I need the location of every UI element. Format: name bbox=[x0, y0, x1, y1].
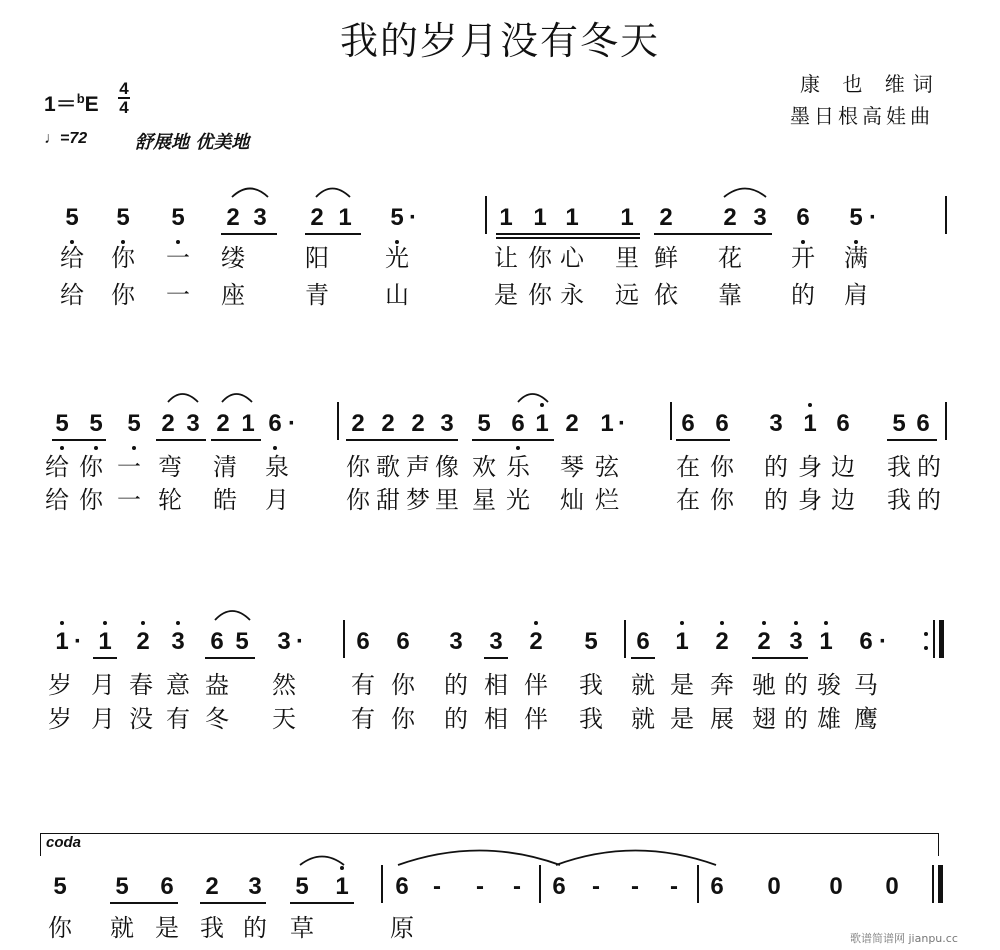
note: 6 bbox=[636, 628, 650, 655]
time-signature: 4 4 bbox=[119, 79, 129, 117]
lyric: 光 bbox=[385, 244, 409, 272]
lyric: 星 bbox=[472, 486, 496, 514]
note: 3 bbox=[171, 628, 185, 655]
lyric: 弯 bbox=[158, 453, 182, 481]
lyric: 我 bbox=[200, 914, 224, 942]
lyric: 你 bbox=[528, 281, 552, 309]
lyric: 是 bbox=[670, 705, 694, 733]
lyric: 你 bbox=[710, 486, 734, 514]
lyric: 的 bbox=[243, 914, 267, 942]
note: 1 bbox=[338, 204, 352, 231]
watermark: 歌谱简谱网 jianpu.cc bbox=[850, 932, 958, 945]
lyric: 冬 bbox=[205, 705, 229, 733]
note: 1 bbox=[241, 410, 255, 437]
note: 5 bbox=[171, 204, 185, 231]
tempo-mark: ♩=72 bbox=[44, 130, 88, 147]
lyric: 驰 bbox=[752, 671, 776, 699]
lyric: 一 bbox=[117, 453, 141, 481]
note: 6 bbox=[681, 410, 695, 437]
note: 2 bbox=[205, 873, 219, 900]
note: 3 bbox=[753, 204, 767, 231]
lyric: 骏 bbox=[817, 671, 841, 699]
note: 5 bbox=[55, 410, 69, 437]
lyricist-credit: 康 也 维词 bbox=[800, 72, 941, 96]
note-dot: · bbox=[879, 628, 887, 655]
lyric: 欢 bbox=[472, 453, 496, 481]
lyric: 光 bbox=[506, 486, 530, 514]
dash: - bbox=[670, 873, 678, 900]
note: 6 bbox=[356, 628, 370, 655]
key-signature: 1＝$^b$E bbox=[44, 91, 99, 116]
lyric: 就 bbox=[631, 705, 655, 733]
rest: 0 bbox=[829, 873, 843, 900]
lyric: 然 bbox=[272, 671, 296, 699]
lyric: 你 bbox=[391, 671, 415, 699]
lyric: 梦 bbox=[406, 486, 430, 514]
note: 2 bbox=[381, 410, 395, 437]
lyric: 岁 bbox=[48, 671, 72, 699]
note: 6 bbox=[836, 410, 850, 437]
lyric: 月 bbox=[265, 486, 289, 514]
lyric: 山 bbox=[385, 281, 409, 309]
lyric: 边 bbox=[831, 453, 855, 481]
note: 2 bbox=[715, 628, 729, 655]
note: 5 bbox=[295, 873, 309, 900]
lyric: 的 bbox=[764, 486, 788, 514]
lyric: 伴 bbox=[524, 671, 548, 699]
lyric: 的 bbox=[764, 453, 788, 481]
note-dot: · bbox=[869, 204, 877, 231]
lyric: 一 bbox=[166, 281, 190, 309]
lyric: 一 bbox=[166, 244, 190, 272]
note: 2 bbox=[226, 204, 240, 231]
lyric: 的 bbox=[444, 671, 468, 699]
note-dot: · bbox=[409, 204, 417, 231]
note: 6 bbox=[859, 628, 873, 655]
lyric: 有 bbox=[351, 705, 375, 733]
lyric: 给 bbox=[45, 453, 69, 481]
note: 1 bbox=[675, 628, 689, 655]
note: 3 bbox=[248, 873, 262, 900]
note: 3 bbox=[489, 628, 503, 655]
lyric: 是 bbox=[670, 671, 694, 699]
dash: - bbox=[433, 873, 441, 900]
lyric: 灿 bbox=[560, 486, 584, 514]
note: 3 bbox=[186, 410, 200, 437]
note: 1 bbox=[499, 204, 513, 231]
note: 2 bbox=[723, 204, 737, 231]
lyric: 身 bbox=[798, 486, 822, 514]
note: 6 bbox=[796, 204, 810, 231]
note: 6 bbox=[710, 873, 724, 900]
lyric: 你 bbox=[710, 453, 734, 481]
expression-mark: 舒展地 优美地 bbox=[135, 132, 250, 153]
lyric: 伴 bbox=[524, 705, 548, 733]
lyric: 有 bbox=[166, 705, 190, 733]
note: 5 bbox=[89, 410, 103, 437]
note-dot: · bbox=[288, 410, 296, 437]
lyric: 的 bbox=[784, 705, 808, 733]
lyric: 盎 bbox=[205, 671, 229, 699]
note: 2 bbox=[216, 410, 230, 437]
lyric: 像 bbox=[435, 453, 459, 481]
lyric: 岁 bbox=[48, 705, 72, 733]
lyric: 你 bbox=[79, 453, 103, 481]
lyric: 你 bbox=[528, 244, 552, 272]
lyric: 月 bbox=[91, 671, 115, 699]
lyric: 声 bbox=[406, 453, 430, 481]
lyric: 我 bbox=[579, 671, 603, 699]
slur bbox=[518, 394, 548, 402]
note: 5 bbox=[116, 204, 130, 231]
lyric: 花 bbox=[718, 244, 742, 272]
lyric: 给 bbox=[45, 486, 69, 514]
slur bbox=[724, 189, 766, 198]
note: 2 bbox=[529, 628, 543, 655]
lyric: 你 bbox=[346, 453, 370, 481]
note: 1 bbox=[533, 204, 547, 231]
lyric: 是 bbox=[155, 914, 179, 942]
lyric: 里 bbox=[615, 244, 639, 272]
lyric: 边 bbox=[831, 486, 855, 514]
note: 6 bbox=[268, 410, 282, 437]
lyric: 开 bbox=[791, 244, 815, 272]
lyric: 原 bbox=[390, 914, 414, 942]
note: 6 bbox=[511, 410, 525, 437]
lyric: 一 bbox=[117, 486, 141, 514]
lyric: 你 bbox=[346, 486, 370, 514]
lyric: 我 bbox=[887, 453, 911, 481]
note: 5 bbox=[53, 873, 67, 900]
note: 1 bbox=[803, 410, 817, 437]
lyric: 月 bbox=[91, 705, 115, 733]
tie bbox=[398, 851, 560, 866]
note: 6 bbox=[552, 873, 566, 900]
lyric: 你 bbox=[48, 914, 72, 942]
note: 1 bbox=[600, 410, 614, 437]
lyric: 就 bbox=[110, 914, 134, 942]
note: 1 bbox=[819, 628, 833, 655]
lyric: 天 bbox=[272, 705, 296, 733]
note: 2 bbox=[136, 628, 150, 655]
lyric: 阳 bbox=[305, 244, 329, 272]
lyric: 雄 bbox=[817, 705, 841, 733]
lyric: 是 bbox=[494, 281, 518, 309]
lyric: 的 bbox=[917, 486, 941, 514]
lyric: 你 bbox=[111, 281, 135, 309]
slur bbox=[300, 857, 344, 866]
lyric: 皓 bbox=[213, 486, 237, 514]
note: 2 bbox=[565, 410, 579, 437]
lyric: 意 bbox=[166, 671, 190, 699]
rest: 0 bbox=[885, 873, 899, 900]
lyric: 永 bbox=[560, 281, 584, 309]
lyric: 缕 bbox=[221, 244, 245, 272]
note-dot: · bbox=[618, 410, 626, 437]
rest: 0 bbox=[767, 873, 781, 900]
lyric: 有 bbox=[351, 671, 375, 699]
lyric: 的 bbox=[917, 453, 941, 481]
note: 5 bbox=[390, 204, 404, 231]
note: 1 bbox=[98, 628, 112, 655]
note: 5 bbox=[65, 204, 79, 231]
note-dot: · bbox=[296, 628, 304, 655]
slur bbox=[222, 394, 252, 402]
lyric: 给 bbox=[60, 281, 84, 309]
note: 2 bbox=[757, 628, 771, 655]
note: 1 bbox=[620, 204, 634, 231]
lyric: 马 bbox=[854, 671, 878, 699]
dash: - bbox=[631, 873, 639, 900]
lyric: 给 bbox=[60, 244, 84, 272]
lyric: 泉 bbox=[265, 453, 289, 481]
note: 5 bbox=[584, 628, 598, 655]
lyric: 春 bbox=[129, 671, 153, 699]
lyric: 你 bbox=[111, 244, 135, 272]
lyric: 没 bbox=[129, 705, 153, 733]
lyric: 我 bbox=[579, 705, 603, 733]
lyric: 轮 bbox=[158, 486, 182, 514]
lyric: 清 bbox=[213, 453, 237, 481]
note: 1 bbox=[535, 410, 549, 437]
note: 1 bbox=[55, 628, 69, 655]
lyric: 翅 bbox=[752, 705, 776, 733]
note: 1 bbox=[335, 873, 349, 900]
lyric: 草 bbox=[290, 914, 314, 942]
lyric: 相 bbox=[484, 705, 508, 733]
lyric: 鹰 bbox=[854, 705, 878, 733]
lyric: 让 bbox=[494, 244, 518, 272]
note: 6 bbox=[160, 873, 174, 900]
dash: - bbox=[592, 873, 600, 900]
note: 6 bbox=[210, 628, 224, 655]
note: 5 bbox=[892, 410, 906, 437]
note: 5 bbox=[115, 873, 129, 900]
lyric: 琴 bbox=[560, 453, 584, 481]
lyric: 你 bbox=[79, 486, 103, 514]
note: 2 bbox=[310, 204, 324, 231]
lyric: 身 bbox=[798, 453, 822, 481]
note: 2 bbox=[351, 410, 365, 437]
composer-credit: 墨日根高娃曲 bbox=[790, 104, 934, 128]
slur bbox=[168, 394, 198, 402]
lyric: 在 bbox=[676, 453, 700, 481]
note: 5 bbox=[127, 410, 141, 437]
coda-label: coda bbox=[46, 834, 82, 851]
lyric: 的 bbox=[444, 705, 468, 733]
note: 3 bbox=[769, 410, 783, 437]
lyric: 的 bbox=[784, 671, 808, 699]
dash: - bbox=[513, 873, 521, 900]
slur bbox=[232, 189, 268, 198]
note: 3 bbox=[253, 204, 267, 231]
dash: - bbox=[476, 873, 484, 900]
lyric: 满 bbox=[844, 244, 868, 272]
note: 6 bbox=[396, 628, 410, 655]
lyric: 心 bbox=[560, 244, 584, 272]
lyric: 歌 bbox=[376, 453, 400, 481]
lyric: 在 bbox=[676, 486, 700, 514]
slur bbox=[316, 189, 350, 198]
note: 2 bbox=[161, 410, 175, 437]
note: 3 bbox=[449, 628, 463, 655]
lyric: 鲜 bbox=[654, 244, 678, 272]
note: 5 bbox=[477, 410, 491, 437]
note: 5 bbox=[235, 628, 249, 655]
note: 3 bbox=[440, 410, 454, 437]
note: 3 bbox=[277, 628, 291, 655]
lyric: 乐 bbox=[506, 453, 530, 481]
note-dot: · bbox=[74, 628, 82, 655]
lyric: 展 bbox=[710, 705, 734, 733]
slur bbox=[215, 611, 250, 620]
note: 6 bbox=[395, 873, 409, 900]
note: 2 bbox=[659, 204, 673, 231]
lyric: 靠 bbox=[718, 281, 742, 309]
note: 3 bbox=[789, 628, 803, 655]
note: 1 bbox=[565, 204, 579, 231]
tie bbox=[556, 851, 716, 866]
lyric: 肩 bbox=[844, 281, 868, 309]
lyric: 依 bbox=[654, 281, 678, 309]
song-title: 我的岁月没有冬天 bbox=[339, 19, 660, 63]
lyric: 青 bbox=[305, 281, 329, 309]
note: 2 bbox=[411, 410, 425, 437]
lyric: 的 bbox=[791, 281, 815, 309]
note: 6 bbox=[715, 410, 729, 437]
lyric: 奔 bbox=[710, 671, 734, 699]
note: 5 bbox=[849, 204, 863, 231]
lyric: 远 bbox=[615, 281, 639, 309]
lyric: 里 bbox=[435, 486, 459, 514]
lyric: 甜 bbox=[376, 486, 400, 514]
lyric: 座 bbox=[221, 281, 245, 309]
lyric: 我 bbox=[887, 486, 911, 514]
lyric: 相 bbox=[484, 671, 508, 699]
lyric: 烂 bbox=[595, 486, 619, 514]
note: 6 bbox=[916, 410, 930, 437]
lyric: 就 bbox=[631, 671, 655, 699]
lyric: 你 bbox=[391, 705, 415, 733]
lyric: 弦 bbox=[595, 453, 619, 481]
